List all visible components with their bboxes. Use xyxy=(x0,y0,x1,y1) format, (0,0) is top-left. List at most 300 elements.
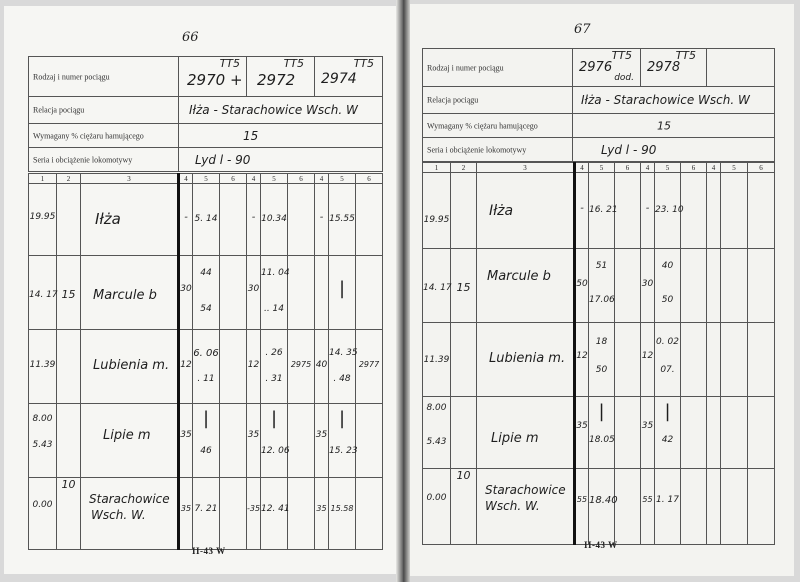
locomotive-label: Seria i obciążenie lokomotywy xyxy=(427,145,527,154)
t3-c6 xyxy=(356,256,383,330)
braking-value-cell xyxy=(573,114,775,138)
t3-c6 xyxy=(748,249,775,323)
train-type: TT5 xyxy=(219,57,240,70)
header-table xyxy=(422,48,775,162)
t1-c4 xyxy=(575,397,589,469)
t1-arrival: 51 xyxy=(595,261,608,271)
train-type: TT5 xyxy=(283,57,304,70)
t2-c6 xyxy=(681,469,707,545)
gradient-cell xyxy=(451,323,477,397)
t3-c6 xyxy=(748,397,775,469)
t1-c4-value: 50 xyxy=(576,279,588,289)
col-num: 1 xyxy=(423,163,451,173)
braking-label-cell xyxy=(29,124,179,148)
t2-c5 xyxy=(655,469,681,545)
km-cell xyxy=(29,404,57,478)
t1-c4-value: - xyxy=(184,212,188,223)
t2-departure: 07. xyxy=(660,365,675,375)
station-row xyxy=(29,256,383,330)
t2-c4-value: 30 xyxy=(247,284,260,294)
t3-c4 xyxy=(315,478,329,550)
col-num: 3 xyxy=(477,163,575,173)
t1-c6 xyxy=(220,404,247,478)
t2-c6 xyxy=(288,184,315,256)
col-num: 5 xyxy=(655,163,681,173)
km-cell xyxy=(423,397,451,469)
t3-c5 xyxy=(329,478,356,550)
timetable xyxy=(28,173,383,550)
t2-c5 xyxy=(655,323,681,397)
gradient-value: 10 xyxy=(61,478,76,491)
t2-c5 xyxy=(261,404,288,478)
t2-time: 10.34 xyxy=(261,214,287,224)
t2-c4 xyxy=(247,330,261,404)
station-cell xyxy=(81,404,179,478)
train-type-label: Rodzaj i numer pociągu xyxy=(33,72,110,81)
train-type-label: Rodzaj i numer pociągu xyxy=(427,63,504,72)
gradient-cell xyxy=(57,184,81,256)
col-num: 6 xyxy=(356,174,383,184)
station-cell xyxy=(477,249,575,323)
t2-arrival: . 26 xyxy=(265,348,283,358)
t3-c5 xyxy=(721,469,748,545)
locomotive-label: Seria i obciążenie lokomotywy xyxy=(33,155,133,164)
col-num: 4 xyxy=(315,174,329,184)
station-name: Iłża xyxy=(489,203,514,219)
t1-c4-value: 35 xyxy=(180,430,192,440)
t3-time: 15.55 xyxy=(329,214,355,224)
col-num: 5 xyxy=(589,163,615,173)
station-name: Lubienia m. xyxy=(489,351,566,366)
t2-c4-value: 12 xyxy=(247,360,260,370)
t1-c4-value: 12 xyxy=(576,351,588,361)
t3-c4 xyxy=(315,404,329,478)
relation-label: Relacja pociągu xyxy=(33,105,85,115)
relation-value: Iłża - Starachowice Wsch. W xyxy=(189,103,358,117)
t1-c4-value: 30 xyxy=(180,284,192,294)
t3-c6 xyxy=(356,478,383,550)
station-name: Lipie m xyxy=(103,428,151,443)
t2-c4-value: - xyxy=(251,212,256,223)
station-row xyxy=(29,478,383,550)
t2-c5 xyxy=(261,478,288,550)
col-num: 3 xyxy=(81,174,179,184)
t2-c6 xyxy=(681,397,707,469)
t1-c4 xyxy=(179,404,193,478)
t2-c4 xyxy=(247,184,261,256)
t3-c5 xyxy=(721,323,748,397)
t1-c4 xyxy=(179,256,193,330)
t1-c6 xyxy=(615,323,641,397)
t2-c4-value: 35 xyxy=(641,421,654,431)
t2-c6 xyxy=(288,256,315,330)
t2-departure: 12. 06 xyxy=(261,446,290,456)
t1-c6 xyxy=(220,256,247,330)
col-num: 6 xyxy=(615,163,641,173)
t2-c4 xyxy=(641,249,655,323)
t3-crossing-train: 2977 xyxy=(358,360,380,369)
km-value-2: 5.43 xyxy=(32,440,53,450)
braking-label-cell xyxy=(423,114,573,138)
t3-c4-value: - xyxy=(319,212,324,223)
t3-c5 xyxy=(721,397,748,469)
train-number: 2978 xyxy=(647,60,681,75)
t1-c4-value: 35 xyxy=(576,421,588,431)
km-value: 0.00 xyxy=(32,500,53,510)
train-header-1 xyxy=(573,49,641,87)
t2-c4-value: 35 xyxy=(247,430,260,440)
t1-departure: 46 xyxy=(200,446,212,456)
relation-label: Relacja pociągu xyxy=(427,95,479,105)
header-table xyxy=(28,56,383,172)
km-cell xyxy=(423,249,451,323)
t3-c4 xyxy=(707,173,721,249)
train-header-1 xyxy=(179,57,247,97)
station-name: Starachowice xyxy=(485,483,566,497)
t2-c4 xyxy=(641,323,655,397)
train-number: 2972 xyxy=(257,71,296,89)
t1-c5 xyxy=(589,323,615,397)
t3-c6 xyxy=(748,323,775,397)
km-value: 8.00 xyxy=(32,414,53,424)
gradient-value: 15 xyxy=(61,288,76,301)
t3-c6 xyxy=(748,469,775,545)
t1-departure: 17.06 xyxy=(589,295,615,305)
t2-departure: 50 xyxy=(661,295,674,305)
station-row xyxy=(423,397,775,469)
station-name: Iłża xyxy=(95,210,121,228)
col-num: 6 xyxy=(681,163,707,173)
gradient-cell xyxy=(451,173,477,249)
t1-c4 xyxy=(179,330,193,404)
station-name: Starachowice xyxy=(89,492,170,506)
t3-arrival: 14. 35 xyxy=(329,348,358,358)
t2-c6 xyxy=(288,330,315,404)
t3-c4 xyxy=(707,249,721,323)
t2-crossing-train: 2975 xyxy=(290,360,312,369)
gradient-cell xyxy=(451,397,477,469)
t1-c6 xyxy=(220,478,247,550)
t3-c5 xyxy=(329,404,356,478)
gradient-cell xyxy=(57,256,81,330)
t3-c6 xyxy=(356,404,383,478)
braking-value-cell xyxy=(179,124,383,148)
t2-c5 xyxy=(655,173,684,249)
km-value: 19.95 xyxy=(29,212,56,222)
train-header-3 xyxy=(707,49,775,87)
gradient-cell xyxy=(451,249,477,323)
t2-arrival: 11. 04 xyxy=(261,268,290,278)
train-number: 2974 xyxy=(321,71,357,87)
column-numbers-row xyxy=(423,163,775,173)
t2-c4 xyxy=(247,256,261,330)
train-header-3 xyxy=(315,57,383,97)
train-type: TT5 xyxy=(353,57,374,70)
t2-time: 23. 10 xyxy=(655,205,684,215)
braking-label: Wymagany % ciężaru hamującego xyxy=(427,121,538,130)
station-name: Marcule b xyxy=(93,288,157,303)
t2-c4-value: 12 xyxy=(641,351,654,361)
t3-c4 xyxy=(315,184,329,256)
t1-c6 xyxy=(220,330,247,404)
t2-c6 xyxy=(288,404,315,478)
relation-label-cell xyxy=(29,97,179,124)
right-page xyxy=(402,4,794,576)
t2-c5 xyxy=(655,397,681,469)
t2-c4 xyxy=(247,478,261,550)
t3-c6 xyxy=(356,330,383,404)
col-num: 6 xyxy=(748,163,775,173)
col-num: 2 xyxy=(451,163,477,173)
t3-pass-mark: | xyxy=(338,408,346,429)
t1-c5 xyxy=(589,173,618,249)
station-row xyxy=(29,404,383,478)
km-cell xyxy=(423,323,451,397)
book-gutter xyxy=(396,0,410,582)
station-cell xyxy=(477,397,575,469)
t3-c4-value: 35 xyxy=(315,430,328,440)
station-name: Lubienia m. xyxy=(93,358,170,373)
t2-pass-mark: | xyxy=(664,401,671,422)
t1-c4-value: 35 xyxy=(180,504,192,513)
t2-c6 xyxy=(681,249,707,323)
t3-c5 xyxy=(329,184,356,256)
t3-c5 xyxy=(329,330,356,404)
t1-c4 xyxy=(179,184,193,256)
t3-c4 xyxy=(707,397,721,469)
t2-departure: .. 14 xyxy=(263,304,285,314)
gradient-value: 10 xyxy=(456,469,471,482)
t1-c4-value: 12 xyxy=(180,360,192,370)
t2-c4 xyxy=(247,404,261,478)
t3-c6 xyxy=(748,173,775,249)
t1-departure: 50 xyxy=(595,365,608,375)
station-cell xyxy=(81,184,179,256)
relation-value: Iłża - Starachowice Wsch. W xyxy=(581,93,750,107)
t2-c4-value: -35 xyxy=(247,504,261,513)
km-value-2: 5.43 xyxy=(426,437,447,447)
km-value: 19.95 xyxy=(423,215,450,225)
t3-departure: . 48 xyxy=(333,374,351,384)
station-cell xyxy=(81,256,179,330)
station-cell xyxy=(477,323,575,397)
t3-c4 xyxy=(707,469,721,545)
col-num: 4 xyxy=(179,174,193,184)
t2-arrival: 40 xyxy=(661,261,674,271)
station-row xyxy=(423,469,775,545)
t2-c4 xyxy=(641,397,655,469)
t3-c4-value: 35 xyxy=(316,504,327,513)
locomotive-value: Lyd l - 90 xyxy=(601,142,657,157)
km-cell xyxy=(29,184,57,256)
station-row xyxy=(423,323,775,397)
t1-c4 xyxy=(575,469,589,545)
t1-c5 xyxy=(589,469,618,545)
station-row xyxy=(29,184,383,256)
t1-c6 xyxy=(615,173,641,249)
col-num: 4 xyxy=(641,163,655,173)
t3-c4-value: 40 xyxy=(315,360,328,370)
train-number: 2976 xyxy=(579,60,613,75)
t1-c4 xyxy=(575,323,589,397)
t2-c5 xyxy=(261,256,288,330)
t2-pass-mark: | xyxy=(270,408,278,429)
station-cell xyxy=(477,469,575,545)
km-value: 0.00 xyxy=(426,493,447,503)
station-cell xyxy=(81,478,179,550)
t1-c5 xyxy=(193,478,220,550)
train-type: TT5 xyxy=(675,49,696,62)
locomotive-value-cell xyxy=(179,148,383,172)
km-cell xyxy=(29,478,57,550)
t2-c5 xyxy=(261,330,288,404)
column-numbers-row xyxy=(29,174,383,184)
t1-c4 xyxy=(179,478,193,550)
station-row xyxy=(423,173,775,249)
km-value: 11.39 xyxy=(423,355,450,365)
t2-c4-value: 30 xyxy=(641,279,654,289)
station-cell xyxy=(81,330,179,404)
train-header-2 xyxy=(247,57,315,97)
t3-pass-mark: | xyxy=(338,278,346,299)
t1-departure: . 11 xyxy=(197,374,215,384)
t3-c4 xyxy=(315,330,329,404)
station-name-2: Wsch. W. xyxy=(91,508,146,522)
train-note: dod. xyxy=(614,73,634,83)
train-number: 2970 + xyxy=(187,71,243,89)
t2-c6 xyxy=(288,478,315,550)
col-num: 4 xyxy=(575,163,589,173)
t3-c5 xyxy=(329,256,356,330)
t3-departure: 15. 23 xyxy=(329,446,358,456)
braking-value: 15 xyxy=(657,119,671,132)
page-footer: II-43 W xyxy=(192,546,226,556)
t2-c5 xyxy=(261,184,288,256)
train-header-2 xyxy=(641,49,707,87)
t3-c4 xyxy=(315,256,329,330)
col-num: 6 xyxy=(220,174,247,184)
t3-c5 xyxy=(721,249,748,323)
train-type-label-cell xyxy=(29,57,179,97)
col-num: 5 xyxy=(721,163,748,173)
gradient-cell xyxy=(451,469,477,545)
col-num: 5 xyxy=(261,174,288,184)
t1-c5 xyxy=(589,397,615,469)
col-num: 5 xyxy=(193,174,220,184)
locomotive-label-cell xyxy=(423,138,573,162)
page-footer: II-43 W xyxy=(584,540,618,550)
t1-time: 5. 14 xyxy=(194,214,218,224)
gradient-cell xyxy=(57,330,81,404)
col-num: 1 xyxy=(29,174,57,184)
col-num: 5 xyxy=(329,174,356,184)
t1-c5 xyxy=(589,249,615,323)
t3-arrival: 15.58 xyxy=(330,504,354,513)
t3-c5 xyxy=(721,173,748,249)
station-row xyxy=(423,249,775,323)
t1-arrival: 44 xyxy=(200,268,212,278)
t1-arrival: 18 xyxy=(595,337,608,347)
t2-c6 xyxy=(681,173,707,249)
relation-label-cell xyxy=(423,87,573,114)
station-row xyxy=(29,330,383,404)
t1-arrival: 7. 21 xyxy=(194,504,218,514)
t3-c4 xyxy=(707,323,721,397)
braking-label: Wymagany % ciężaru hamującego xyxy=(33,131,144,140)
km-value: 11.39 xyxy=(29,360,56,370)
t3-c6 xyxy=(356,184,383,256)
t1-pass-mark: | xyxy=(202,408,210,429)
t1-c4 xyxy=(575,173,589,249)
t1-departure: 18.05 xyxy=(589,435,615,445)
timetable xyxy=(422,162,775,545)
t1-pass-mark: | xyxy=(598,401,605,422)
t1-c4-value: - xyxy=(580,203,584,214)
gradient-cell xyxy=(57,478,81,550)
t2-c4 xyxy=(641,173,655,249)
col-num: 6 xyxy=(288,174,315,184)
km-cell xyxy=(29,256,57,330)
km-value: 14. 17 xyxy=(423,283,452,293)
t1-c5 xyxy=(193,256,220,330)
relation-value-cell xyxy=(179,97,383,124)
t1-c5 xyxy=(193,184,220,256)
station-name-2: Wsch. W. xyxy=(485,499,540,513)
page-number: 66 xyxy=(182,30,199,45)
train-type: TT5 xyxy=(611,49,632,62)
station-name: Lipie m xyxy=(491,431,539,446)
t1-c6 xyxy=(220,184,247,256)
t2-c4-value: - xyxy=(645,203,650,214)
t2-arrival: 0. 02 xyxy=(656,337,679,347)
t1-departure: 54 xyxy=(200,304,212,314)
station-name: Marcule b xyxy=(487,269,551,284)
t1-arrival: 6. 06 xyxy=(193,348,219,359)
t2-departure: . 31 xyxy=(265,374,283,384)
station-cell xyxy=(477,173,575,249)
km-cell xyxy=(423,469,451,545)
km-value: 8.00 xyxy=(426,403,447,413)
t2-c5 xyxy=(655,249,681,323)
km-value: 14. 17 xyxy=(29,290,58,300)
t1-arrival: 18.40 xyxy=(589,495,618,506)
locomotive-value: Lyd l - 90 xyxy=(195,152,251,167)
locomotive-value-cell xyxy=(573,138,775,162)
gradient-cell xyxy=(57,404,81,478)
t1-c6 xyxy=(615,397,641,469)
t1-c5 xyxy=(193,330,220,404)
t2-c4-value: 55 xyxy=(642,495,653,504)
km-cell xyxy=(29,330,57,404)
braking-value: 15 xyxy=(243,128,259,143)
train-type-label-cell xyxy=(423,49,573,87)
km-cell xyxy=(423,173,451,249)
left-page xyxy=(4,6,402,574)
t2-c4 xyxy=(641,469,655,545)
relation-value-cell xyxy=(573,87,775,114)
t1-time: 16. 21 xyxy=(589,205,618,215)
t1-c4-value: 55 xyxy=(576,495,588,504)
t2-departure: 42 xyxy=(661,435,674,445)
col-num: 2 xyxy=(57,174,81,184)
t2-arrival: 12. 41 xyxy=(261,504,290,514)
t1-c6 xyxy=(615,249,641,323)
t2-arrival: 1. 17 xyxy=(656,495,679,505)
t1-c5 xyxy=(193,404,220,478)
gradient-value: 15 xyxy=(456,281,471,294)
t1-c4 xyxy=(575,249,589,323)
t2-c6 xyxy=(681,323,707,397)
